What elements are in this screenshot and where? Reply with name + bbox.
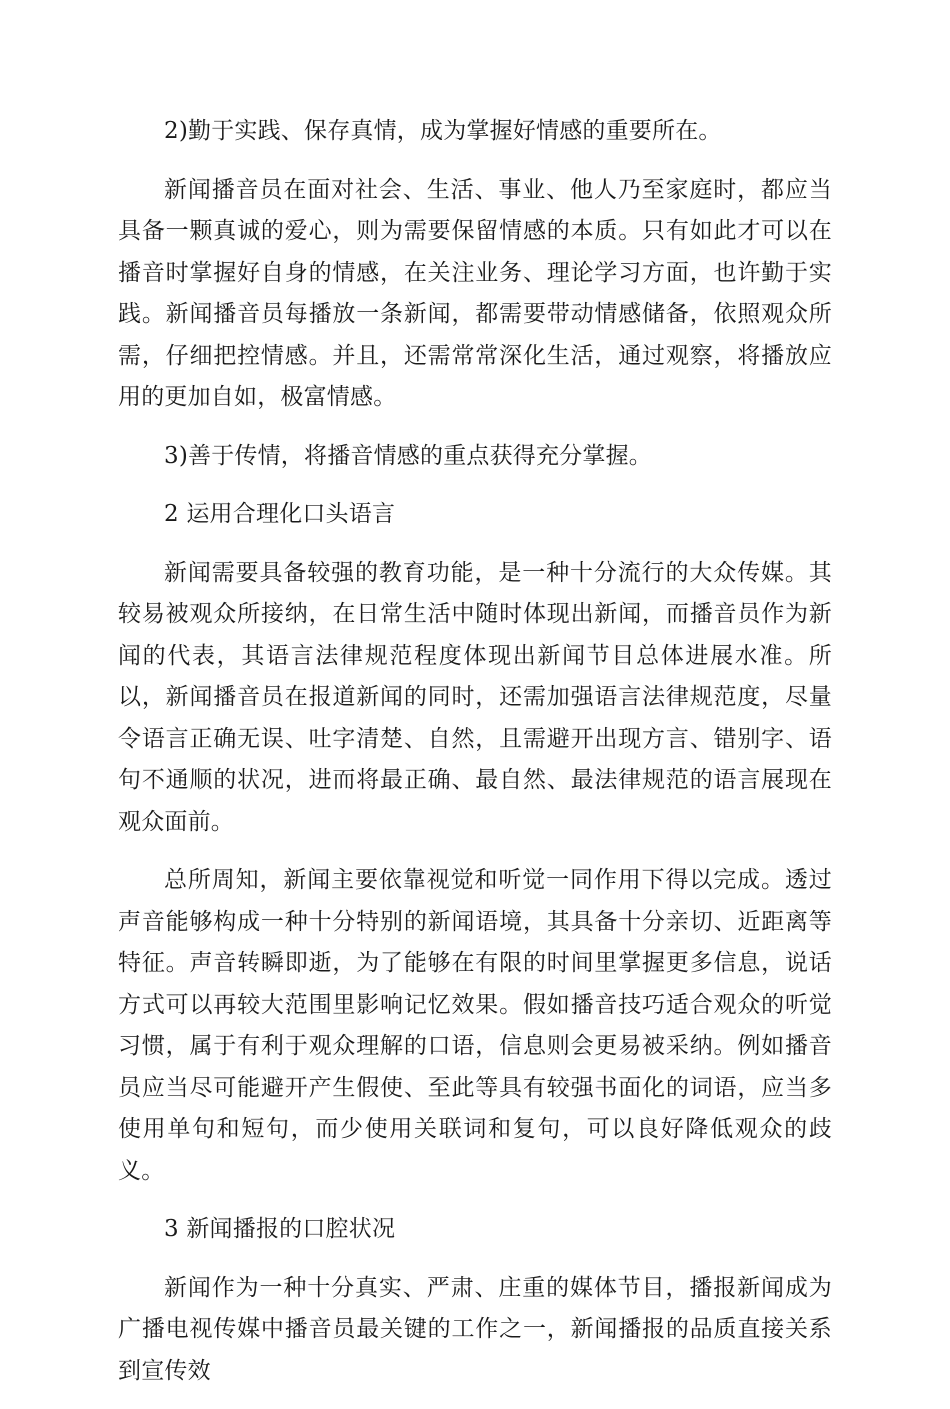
document-body (118, 111, 832, 1409)
list-item-3: 3)善于传情，将播音情感的重点获得充分掌握。 (164, 442, 653, 469)
body-paragraph: 新闻作为一种十分真实、严肃、庄重的媒体节目，播报新闻成为广播电视传媒中播音员最关键的工作之一，新闻播报的品质直接关系到宣传效 (118, 1274, 832, 1384)
list-item-2: 2)勤于实践、保存真情，成为掌握好情感的重要所在。 (164, 118, 722, 144)
body-paragraph: 总所周知，新闻主要依靠视觉和听觉一同作用下得以完成。透过声音能够构成一种十分特别的新闻语境，其具备十分亲切、近距离等特征。声音转瞬即逝，为了能够在有限的时间里掌握更多信息，说话方式可以再较大范围里影响记忆效果。假如播音技巧适合观众的听觉习惯，属于有利于观众理解的口语，信息则会更易被采纳。例如播音员应当尽可能避开产生假使、至此等具有较强书面化的词语，应当多使用单句和短句，而少使用关联词和复句，可以良好降低观众的歧义。 (118, 867, 832, 1184)
section-heading-2: 2 运用合理化口头语言 (164, 501, 396, 527)
body-paragraph: 新闻需要具备较强的教育功能，是一种十分流行的大众传媒。其较易被观众所接纳，在日常生活中随时体现出新闻，而播音员作为新闻的代表，其语言法律规范程度体现出新闻节目总体进展水准。所以，新闻播音员在报道新闻的同时，还需加强语言法律规范度，尽量令语言正确无误、吐字清楚、自然，且需避开出现方言、错别字、语句不通顺的状况，进而将最正确、最自然、最法律规范的语言展现在观众面前。 (118, 559, 832, 835)
section-heading-3: 3 新闻播报的口腔状况 (164, 1216, 396, 1242)
body-paragraph: 新闻播音员在面对社会、生活、事业、他人乃至家庭时，都应当具备一颗真诚的爱心，则为需要保留情感的本质。只有如此才可以在播音时掌握好自身的情感，在关注业务、理论学习方面，也许勤于实践。新闻播音员每播放一条新闻，都需要带动情感储备，依照观众所需，仔细把控情感。并且，还需常常深化生活，通过观察，将播放应用的更加自如，极富情感。 (118, 176, 832, 410)
